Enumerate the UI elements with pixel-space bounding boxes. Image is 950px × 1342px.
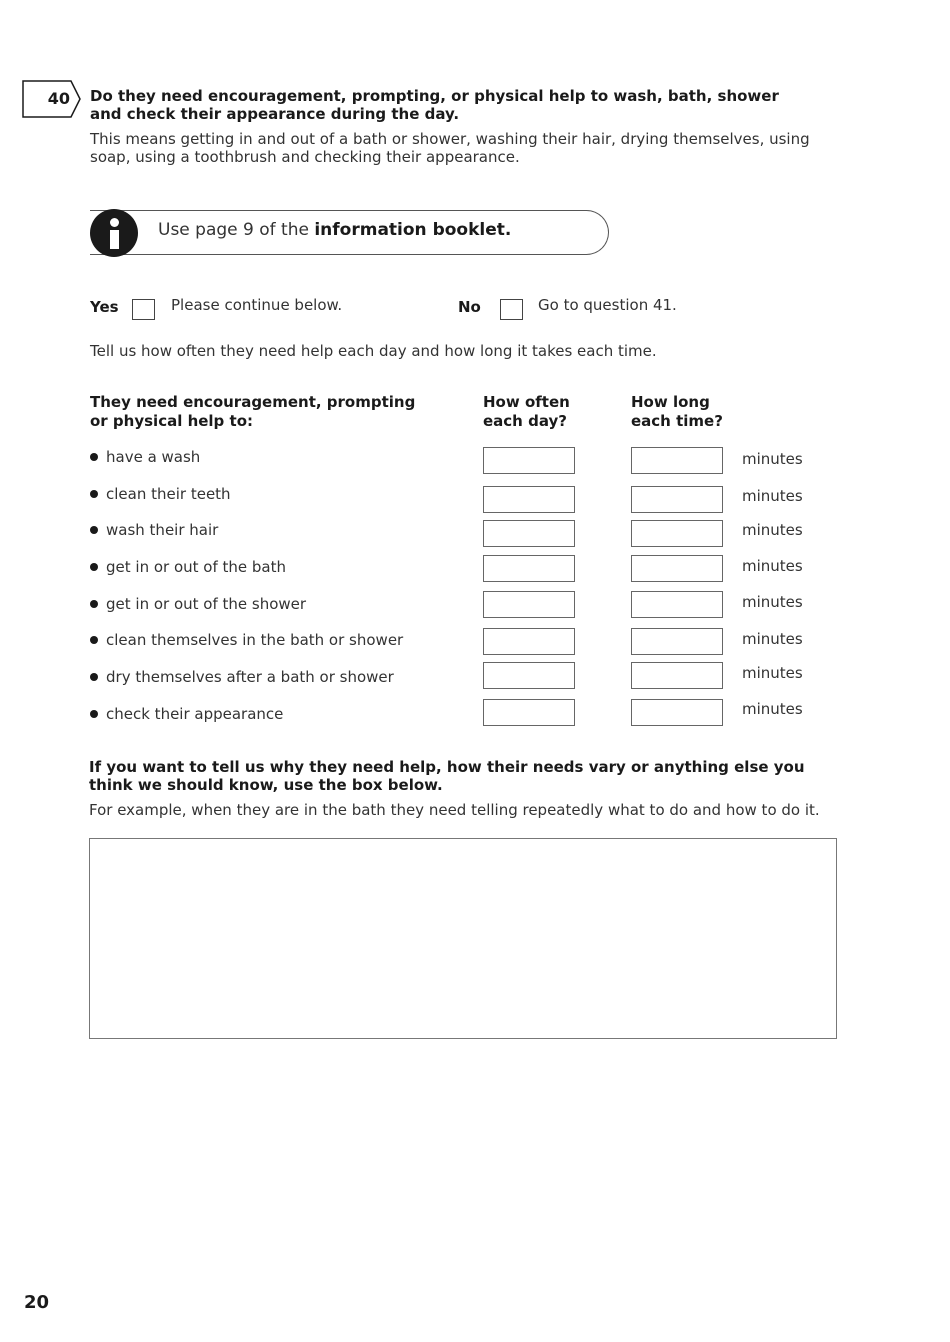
minutes-label: minutes [742, 664, 803, 682]
how-long-input-clean[interactable] [631, 628, 723, 655]
table-row-activity [90, 595, 306, 613]
question-title: Do they need encouragement, prompting, or physical help to wash, bath, shower and check their appearance during the day. [90, 87, 779, 123]
question-description: This means getting in and out of a bath or shower, washing their hair, drying themselves, using soap, using a toothbrush and checking their appearance. [90, 130, 810, 166]
activity-label: check their appearance [106, 705, 284, 723]
activity-header-line1: They need encouragement, prompting [90, 393, 416, 411]
how-often-input-dry[interactable] [483, 662, 575, 689]
no-instruction: Go to question 41. [538, 296, 677, 314]
how-long-column-header [631, 393, 751, 431]
how-often-column-header [483, 393, 603, 431]
bullet-icon [90, 490, 98, 498]
activity-label: wash their hair [106, 521, 219, 539]
how-often-header-line1: How often [483, 393, 570, 411]
minutes-label: minutes [742, 700, 803, 718]
no-label: No [458, 298, 481, 316]
question-number: 40 [47, 89, 70, 108]
how-long-input-bath[interactable] [631, 555, 723, 582]
activity-label: get in or out of the shower [106, 595, 307, 613]
how-long-input-hair[interactable] [631, 520, 723, 547]
extra-info-title: If you want to tell us why they need help, how their needs vary or anything else you think we should know, use the box below. [89, 758, 805, 794]
bullet-icon [90, 710, 98, 718]
extra-info-example: For example, when they are in the bath they need telling repeatedly what to do and how to do it. [89, 801, 820, 819]
activity-header-line2: or physical help to: [90, 412, 253, 430]
activity-label: dry themselves after a bath or shower [106, 668, 394, 686]
bullet-icon [90, 563, 98, 571]
extra-info-textarea[interactable] [89, 838, 837, 1039]
yes-label: Yes [90, 298, 119, 316]
page-number: 20 [24, 1292, 50, 1313]
minutes-label: minutes [742, 630, 803, 648]
activity-label: clean their teeth [106, 485, 231, 503]
bullet-icon [90, 453, 98, 461]
minutes-label: minutes [742, 487, 803, 505]
how-often-header-line2: each day? [483, 412, 567, 430]
no-checkbox[interactable] [500, 299, 523, 320]
how-long-header-line1: How long [631, 393, 710, 411]
how-long-input-shower[interactable] [631, 591, 723, 618]
how-often-input-clean[interactable] [483, 628, 575, 655]
activity-label: clean themselves in the bath or shower [106, 631, 404, 649]
minutes-label: minutes [742, 557, 803, 575]
how-often-input-bath[interactable] [483, 555, 575, 582]
help-frequency-instruction: Tell us how often they need help each day and how long it takes each time. [90, 342, 657, 360]
table-row-activity [90, 558, 286, 576]
question-number-tag [22, 80, 82, 118]
minutes-label: minutes [742, 521, 803, 539]
how-long-header-line2: each time? [631, 412, 723, 430]
table-row-activity [90, 705, 283, 723]
activity-label: have a wash [106, 448, 201, 466]
info-booklet-link-text: information booklet. [314, 220, 512, 240]
info-text [158, 220, 511, 240]
how-long-input-teeth[interactable] [631, 486, 723, 513]
bullet-icon [90, 600, 98, 608]
how-long-input-dry[interactable] [631, 662, 723, 689]
bullet-icon [90, 526, 98, 534]
bullet-icon [90, 636, 98, 644]
minutes-label: minutes [742, 450, 803, 468]
yes-checkbox[interactable] [132, 299, 155, 320]
activity-label: get in or out of the bath [106, 558, 286, 576]
how-often-input-shower[interactable] [483, 591, 575, 618]
minutes-label: minutes [742, 593, 803, 611]
table-row-activity [90, 631, 403, 649]
info-text-prefix: Use page 9 of the [158, 220, 309, 240]
activity-column-header [90, 393, 450, 431]
table-row-activity [90, 521, 218, 539]
yes-instruction: Please continue below. [171, 296, 343, 314]
info-icon [90, 209, 138, 257]
how-long-input-wash[interactable] [631, 447, 723, 474]
how-often-input-wash[interactable] [483, 447, 575, 474]
table-row-activity [90, 448, 200, 466]
how-often-input-hair[interactable] [483, 520, 575, 547]
table-row-activity [90, 668, 394, 686]
how-often-input-teeth[interactable] [483, 486, 575, 513]
table-row-activity [90, 485, 231, 503]
how-often-input-appearance[interactable] [483, 699, 575, 726]
bullet-icon [90, 673, 98, 681]
how-long-input-appearance[interactable] [631, 699, 723, 726]
